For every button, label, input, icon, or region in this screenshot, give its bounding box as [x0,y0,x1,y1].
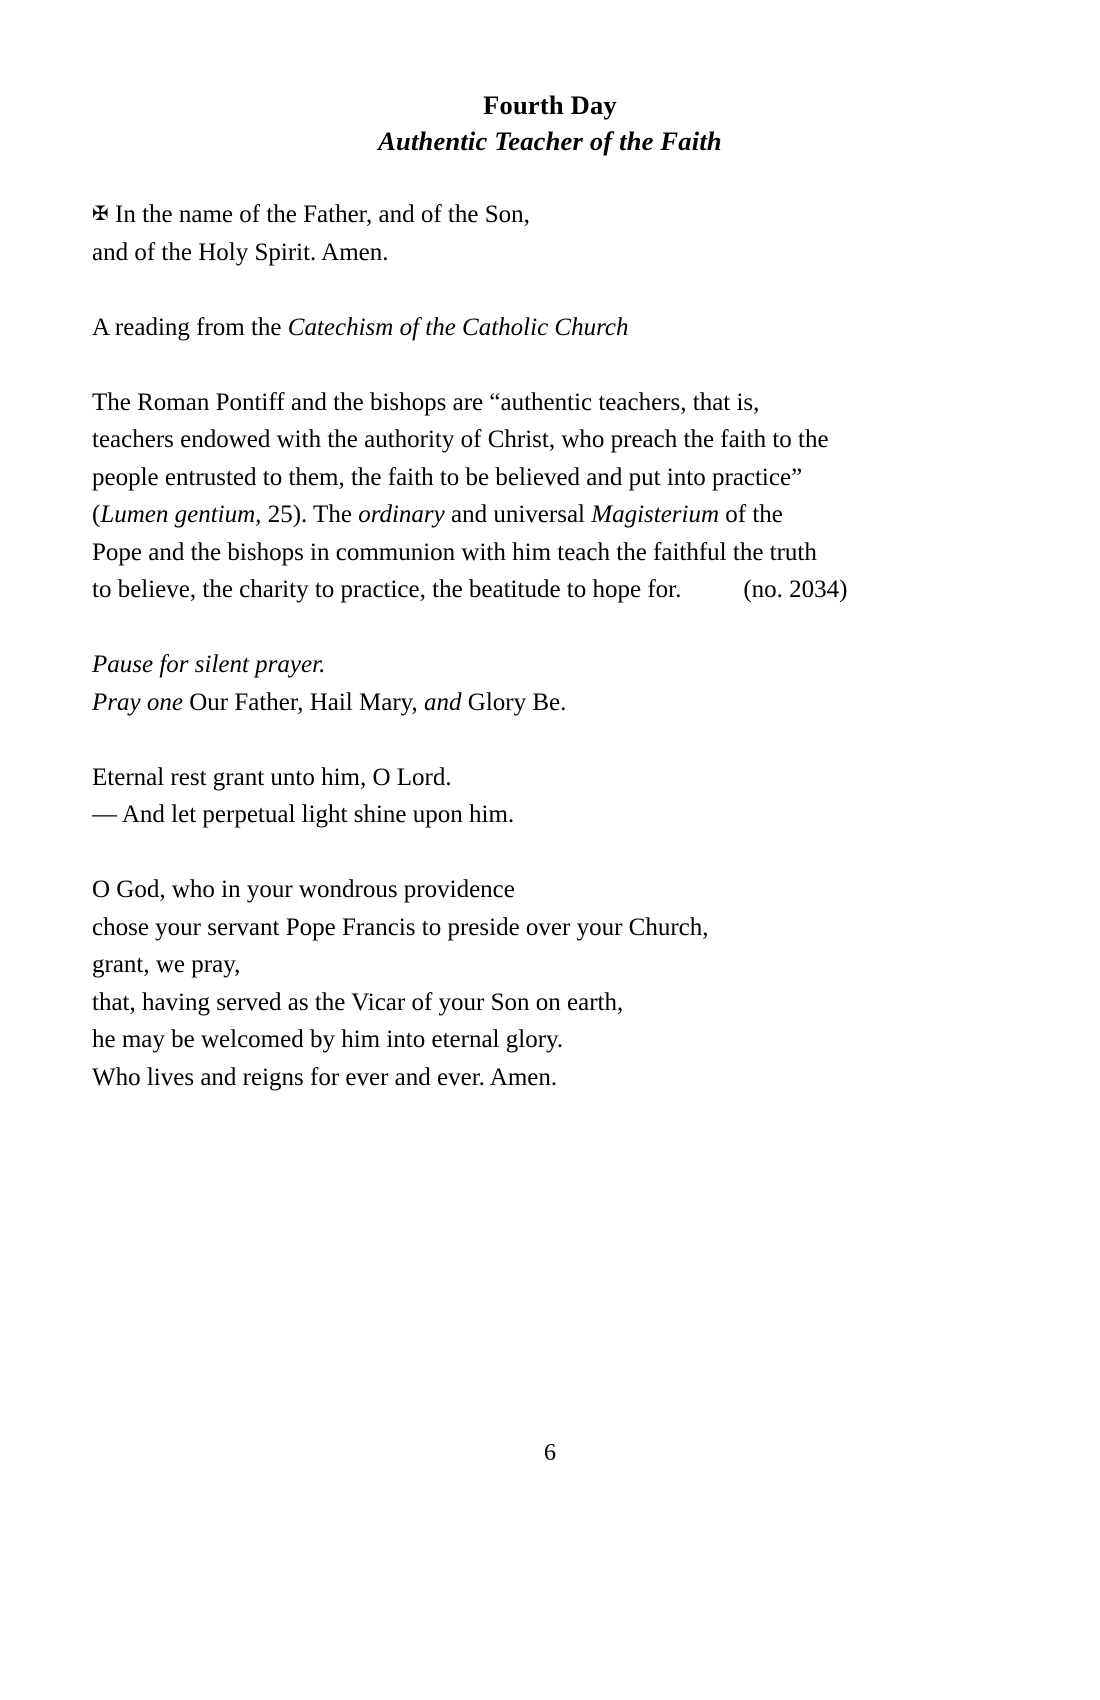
collect-line-1: O God, who in your wondrous providence [92,876,515,903]
magisterium-emphasis: Magisterium [591,501,720,528]
reading-line-6-text: to believe, the charity to practice, the beatitude to hope for. [92,576,682,603]
rubric-and-conjunction: and [417,688,462,716]
reading-line-5: Pope and the bishops in communion with him teach the faithful the truth [92,538,817,566]
reading-line-2: teachers endowed with the authority of Christ, who preach the faith to the [92,426,829,453]
rubric-prayer-names-1: Our Father, Hail Mary, [182,688,418,716]
versicle-response-block [92,759,922,834]
sign-of-the-cross-line-1 [92,196,922,234]
collect-line-5: he may be welcomed by him into eternal glory. [92,1026,564,1053]
collect-line-6: Who lives and reigns for ever and ever. Amen. [92,1063,558,1091]
rubric-prayer-names-2: Glory Be. [461,688,567,716]
page-heading [0,88,1100,159]
rubric-pause-for-silent-prayer: Pause for silent prayer. [92,651,326,678]
collect-line-4: that, having served as the Vicar of your Son on earth, [92,988,624,1016]
rubric-pray-one-label: Pray one [92,688,183,716]
spacer-after-versicle [92,834,922,872]
ordinary-emphasis: ordinary [358,501,445,528]
sign-of-the-cross-line-2: and of the Holy Spirit. Amen. [92,238,389,266]
spacer-after-reading [92,609,922,647]
reading-intro-lead: A reading from the [92,313,288,341]
lumen-gentium-citation: Lumen gentium, [100,501,262,528]
sign-of-the-cross-text-1: In the name of the Father, and of the Son, [108,201,530,228]
reading-line-1: The Roman Pontiff and the bishops are “authentic teachers, that is, [92,388,760,416]
cross-icon: ✠ [92,201,109,225]
rubric-block [92,646,922,721]
collect-prayer-block [92,871,922,1096]
reading-line-4 [92,496,922,534]
versicle-eternal-rest: Eternal rest grant unto him, O Lord. [92,763,452,791]
page-title: Fourth Day [483,90,617,120]
reading-citation-number: (no. 2034) [743,576,848,603]
reading-line-6 [92,571,922,609]
sign-of-the-cross-block [92,196,922,271]
reading-line-4-mid-1: 25). The [261,501,359,528]
page-subtitle: Authentic Teacher of the Faith [378,126,722,157]
body-text-column [92,196,922,1096]
reading-line-3: people entrusted to them, the faith to be believed and put into practice” [92,463,803,491]
response-perpetual-light: — And let perpetual light shine upon him. [92,801,515,828]
reading-line-4-mid-2: and universal [444,501,592,528]
reading-source-title: Catechism of the Catholic Church [287,313,629,341]
reading-body-block [92,384,922,609]
rubric-pray-one-line [92,684,922,722]
spacer-after-reading-intro [92,346,922,384]
page-number: 6 [544,1440,556,1466]
reading-line-4-end: of the [719,501,783,528]
collect-line-3: grant, we pray, [92,951,241,978]
reading-line-4-open-paren: ( [92,501,101,528]
spacer-after-sign-of-cross [92,271,922,309]
reading-intro-line [92,309,922,347]
reading-intro-block [92,309,922,347]
spacer-after-rubric [92,721,922,759]
collect-line-2: chose your servant Pope Francis to preside over your Church, [92,913,709,941]
